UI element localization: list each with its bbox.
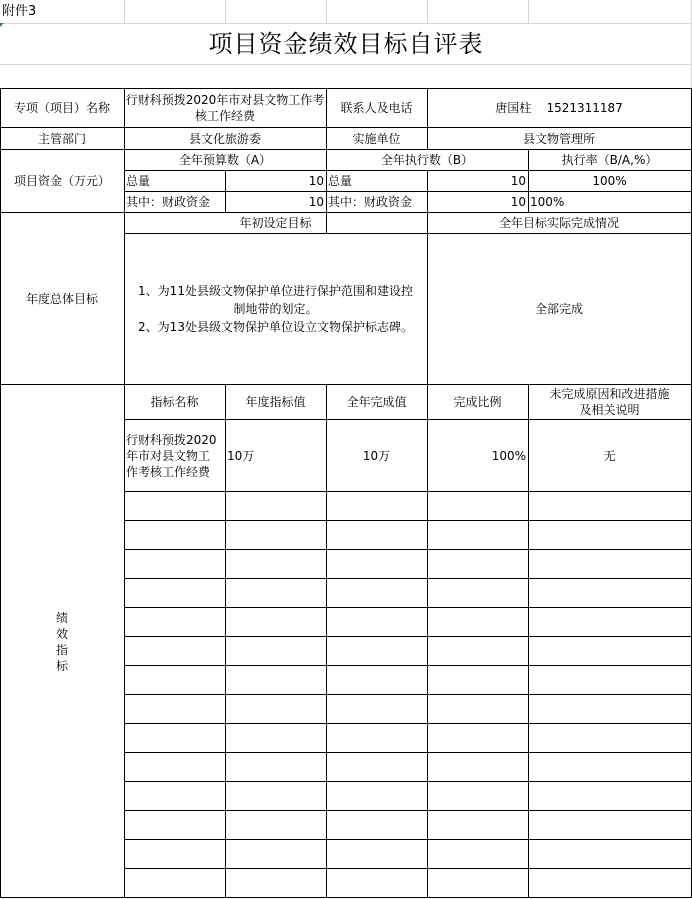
table-border (124, 665, 692, 666)
total-exec-label: 总量 (328, 174, 353, 188)
page-title: 项目资金绩效目标自评表 (208, 30, 484, 58)
gridline (225, 0, 226, 23)
table-border (225, 384, 226, 898)
table-border (326, 88, 327, 234)
rate-header: 执行率（B/A,%） (561, 153, 658, 167)
department-label: 主管部门 (37, 131, 86, 146)
table-border (427, 212, 428, 385)
total-budget-value: 10 (308, 174, 324, 188)
fiscal-budget-value: 10 (308, 195, 324, 209)
table-border (124, 781, 692, 782)
completed-value-cell: 10万 (362, 448, 391, 463)
budget-header: 全年预算数（A） (178, 153, 272, 167)
table-border (326, 384, 327, 898)
unit-value: 县文物管理所 (522, 131, 595, 146)
table-border (528, 384, 529, 898)
actual-goal-text: 全部完成 (534, 302, 583, 316)
table-border (427, 170, 428, 213)
remarks-header: 未完成原因和改进措施 及相关说明 (549, 387, 670, 417)
execution-header: 全年执行数（B） (380, 153, 474, 167)
fiscal-exec-label: 其中：财政资金 (328, 195, 413, 209)
table-border (0, 88, 1, 898)
actual-goal-header: 全年目标实际完成情况 (498, 216, 619, 230)
table-border (225, 170, 226, 213)
table-border (124, 868, 692, 869)
table-border (427, 384, 428, 898)
table-border (124, 810, 692, 811)
table-border (124, 694, 692, 695)
table-border (124, 191, 692, 192)
table-border (0, 88, 692, 89)
gridline (0, 64, 692, 65)
gridline (427, 0, 428, 23)
table-border (124, 636, 692, 637)
table-border (124, 752, 692, 753)
table-border (0, 384, 692, 385)
table-border (124, 578, 692, 579)
fiscal-exec-value: 10 (510, 195, 526, 209)
contact-value: 唐国柱 1521311187 (495, 101, 623, 115)
total-exec-value: 10 (510, 174, 526, 188)
contact-label: 联系人及电话 (340, 101, 413, 115)
table-border (528, 149, 529, 213)
gridline (124, 0, 125, 23)
table-border (124, 419, 692, 420)
annual-value-cell: 10万 (227, 448, 255, 463)
project-name-label: 专项（项目）名称 (13, 101, 110, 115)
set-goal-header: 年初设定目标 (239, 216, 312, 230)
table-border (124, 491, 692, 492)
total-budget-label: 总量 (126, 174, 151, 188)
department-value: 县文化旅游委 (188, 131, 261, 146)
fiscal-budget-label: 其中：财政资金 (126, 195, 211, 209)
table-border (0, 897, 692, 898)
funds-label: 项目资金（万元） (13, 174, 110, 188)
total-rate-value: 100% (592, 174, 627, 188)
fiscal-rate-value: 100% (530, 195, 565, 209)
unit-label: 实施单位 (352, 131, 401, 146)
indicator-name-cell: 行财科预拨2020 年市对县文物工 作考核工作经费 (126, 432, 217, 479)
annual-value-header: 年度指标值 (245, 395, 306, 409)
attachment-label: 附件3 (2, 3, 37, 19)
table-border (124, 839, 692, 840)
completion-ratio-header: 完成比例 (453, 395, 502, 409)
table-border (124, 549, 692, 550)
table-border (0, 149, 692, 150)
table-border (124, 170, 692, 171)
table-border (0, 127, 692, 128)
table-border (124, 723, 692, 724)
project-name-value: 行财科预拨2020年市对县文物工作考核工作经费 (125, 93, 325, 123)
performance-indicators-label: 绩 效 指 标 (55, 610, 68, 673)
table-border (124, 607, 692, 608)
annual-goal-label: 年度总体目标 (25, 291, 98, 306)
table-border (124, 233, 692, 234)
table-border (124, 88, 125, 898)
table-border (0, 212, 692, 213)
table-border (124, 520, 692, 521)
indicator-name-header: 指标名称 (150, 395, 199, 409)
completed-value-header: 全年完成值 (346, 395, 407, 409)
gridline (528, 0, 529, 23)
table-border (427, 88, 428, 150)
gridline (326, 0, 327, 23)
completion-ratio-cell: 100% (491, 448, 526, 463)
remarks-cell: 无 (603, 448, 616, 463)
set-goal-text: 1、为11处县级文物保护单位进行保护范围和建设控 制地带的划定。 2、为13处县级文物保护单位设立文物保护标志碑。 (138, 284, 413, 334)
